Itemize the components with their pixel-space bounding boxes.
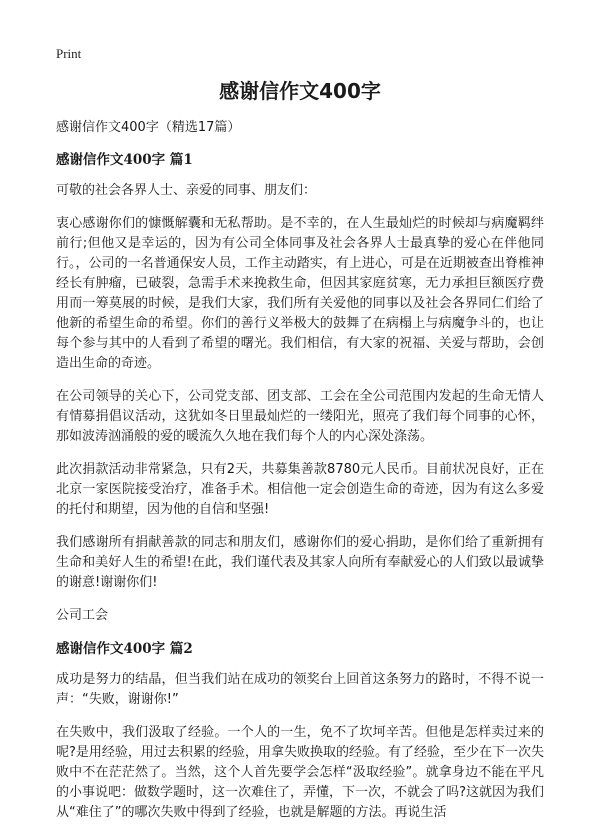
- section-heading-1: 感谢信作文400字 篇1: [56, 152, 193, 168]
- paragraph: 在公司领导的关心下，公司党支部、团支部、工会在全公司范围内发起的生命无情人有情募捐倡议活动，这犹如冬日里最灿烂的一缕阳光，照亮了我们每个同事的心怀，那如波涛汹涌般的爱的暖流久久地在我们每个人的内心深处涤荡。: [56, 389, 544, 444]
- section-heading-2: 感谢信作文400字 篇2: [56, 641, 193, 657]
- paragraph: 衷心感谢你们的慷慨解囊和无私帮助。是不幸的，在人生最灿烂的时候却与病魔羁绊前行;但他又是幸运的，因为有公司全体同事及社会各界人士最真挚的爱心在伴他同行。，公司的一名普通保安人员，工作主动踏实，有上进心，可是在近期被查出脊椎神经长有肿瘤，已破裂，急需手术来挽救生命，但因其家庭贫寒，无力承担巨额医疗费用而一筹莫展的时候，是我们大家，我们所有关爱他的同事以及社会各界同仁们给了他新的希望生命的希望。你们的善行义举极大的鼓舞了在病榻上与病魔争斗的，也让每个参与其中的人看到了希望的曙光。我们相信，有大家的祝福、关爱与帮助，会创造出生命的奇迹。: [56, 216, 544, 371]
- paragraph: 此次捐款活动非常紧急，只有2天，共募集善款8780元人民币。目前状况良好，正在北京一家医院接受治疗，准备手术。相信他一定会创造生命的奇迹，因为有这么多爱的托付和期望，因为他的自信和坚强!: [56, 462, 544, 517]
- paragraph: 我们感谢所有捐献善款的同志和朋友们，感谢你们的爱心捐助，是你们给了重新拥有生命和美好人生的希望!在此，我们谨代表及其家人向所有奉献爱心的人们致以最诚挚的谢意!谢谢你们!: [56, 535, 544, 590]
- print-link[interactable]: Print: [56, 46, 82, 61]
- document-body: [56, 118, 544, 828]
- section-signoff: 公司工会: [56, 608, 109, 623]
- document-title: 感谢信作文400字: [219, 79, 381, 103]
- paragraph: 可敬的社会各界人士、亲爱的同事、朋友们：: [56, 183, 317, 198]
- document-subtitle: 感谢信作文400字（精选17篇）: [56, 120, 241, 135]
- paragraph: 在失败中，我们汲取了经验。一个人的一生，免不了坎坷辛苦。但他是怎样卖过来的呢?是用经验，用过去积累的经验，用拿失败换取的经验。有了经验，至少在下一次失败中不在茫茫然了。当然，这个人首先要学会怎样“汲取经验”。就拿身边不能在平凡的小事说吧：做数学题时，这一次难住了，弄懂，下一次，不就会了吗?这就因为我们从“难住了”的哪次失败中得到了经验，也就是解题的方法。再说生活: [56, 725, 544, 820]
- paragraph: 成功是努力的结晶，但当我们站在成功的领奖台上回首这条努力的路时，不得不说一声：“失败，谢谢你!”: [56, 672, 544, 707]
